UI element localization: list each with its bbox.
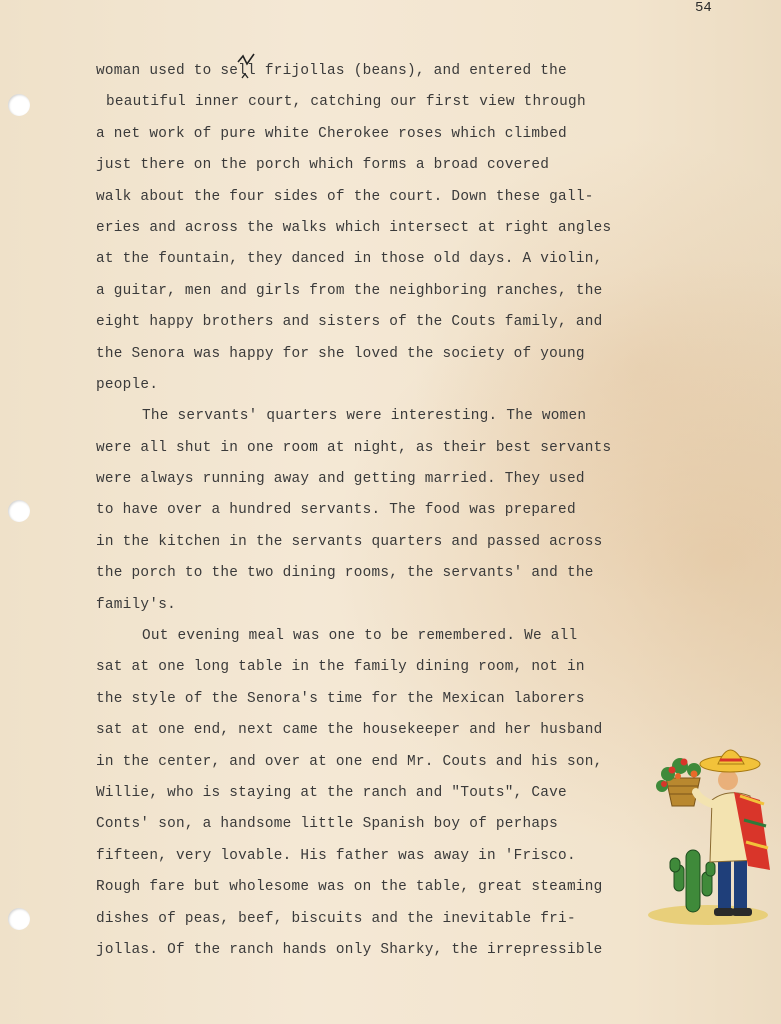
- text-line: family's.: [96, 596, 176, 613]
- text-line: Willie, who is staying at the ranch and "Touts", Cave: [96, 784, 567, 801]
- text-line: the Senora was happy for she loved the society of young: [96, 345, 585, 362]
- text-line: jollas. Of the ranch hands only Sharky, the irrepressible: [96, 941, 603, 958]
- text-line: sat at one long table in the family dining room, not in: [96, 659, 585, 676]
- punch-hole-top: [8, 94, 30, 116]
- text-line: beautiful inner court, catching our first view through: [106, 94, 586, 111]
- text-line: a guitar, men and girls from the neighboring ranches, the: [96, 282, 603, 299]
- text-line: fifteen, very lovable. His father was away in 'Frisco.: [96, 847, 576, 864]
- text-line: a net work of pure white Cherokee roses which climbed: [96, 125, 567, 142]
- text-line: just there on the porch which forms a broad covered: [96, 157, 550, 174]
- mexican-figure-sticker-illustration: [648, 730, 778, 930]
- text-line: eight happy brothers and sisters of the Couts family, and: [96, 314, 603, 331]
- text-line: were always running away and getting married. They used: [96, 471, 585, 488]
- punch-hole-bottom: [8, 908, 30, 930]
- paragraph-start-line: The servants' quarters were interesting. The women: [142, 408, 587, 425]
- text-line: at the fountain, they danced in those old days. A violin,: [96, 251, 603, 268]
- typed-text-body: [96, 56, 666, 966]
- text-line: the style of the Senora's time for the Mexican laborers: [96, 690, 585, 707]
- text-line: people.: [96, 376, 159, 393]
- page-number: 54: [695, 0, 712, 16]
- text-line: in the center, and over at one end Mr. Couts and his son,: [96, 753, 603, 770]
- text-line: were all shut in one room at night, as their best servants: [96, 439, 612, 456]
- text-line: eries and across the walks which intersect at right angles: [96, 219, 612, 236]
- text-line: to have over a hundred servants. The food was prepared: [96, 502, 576, 519]
- text-line: the porch to the two dining rooms, the servants' and the: [96, 565, 594, 582]
- text-line: dishes of peas, beef, biscuits and the inevitable fri-: [96, 910, 576, 927]
- text-line: sat at one end, next came the housekeeper and her husband: [96, 722, 603, 739]
- text-line: Conts' son, a handsome little Spanish boy of perhaps: [96, 816, 559, 833]
- text-line: walk about the four sides of the court. Down these gall-: [96, 188, 594, 205]
- punch-hole-middle: [8, 500, 30, 522]
- paragraph-start-line: Out evening meal was one to be remembered. We all: [142, 628, 578, 645]
- text-line: woman used to sell frijollas (beans), and entered the: [96, 63, 567, 79]
- text-line: in the kitchen in the servants quarters and passed across: [96, 533, 603, 550]
- text-line: Rough fare but wholesome was on the table, great steaming: [96, 879, 603, 896]
